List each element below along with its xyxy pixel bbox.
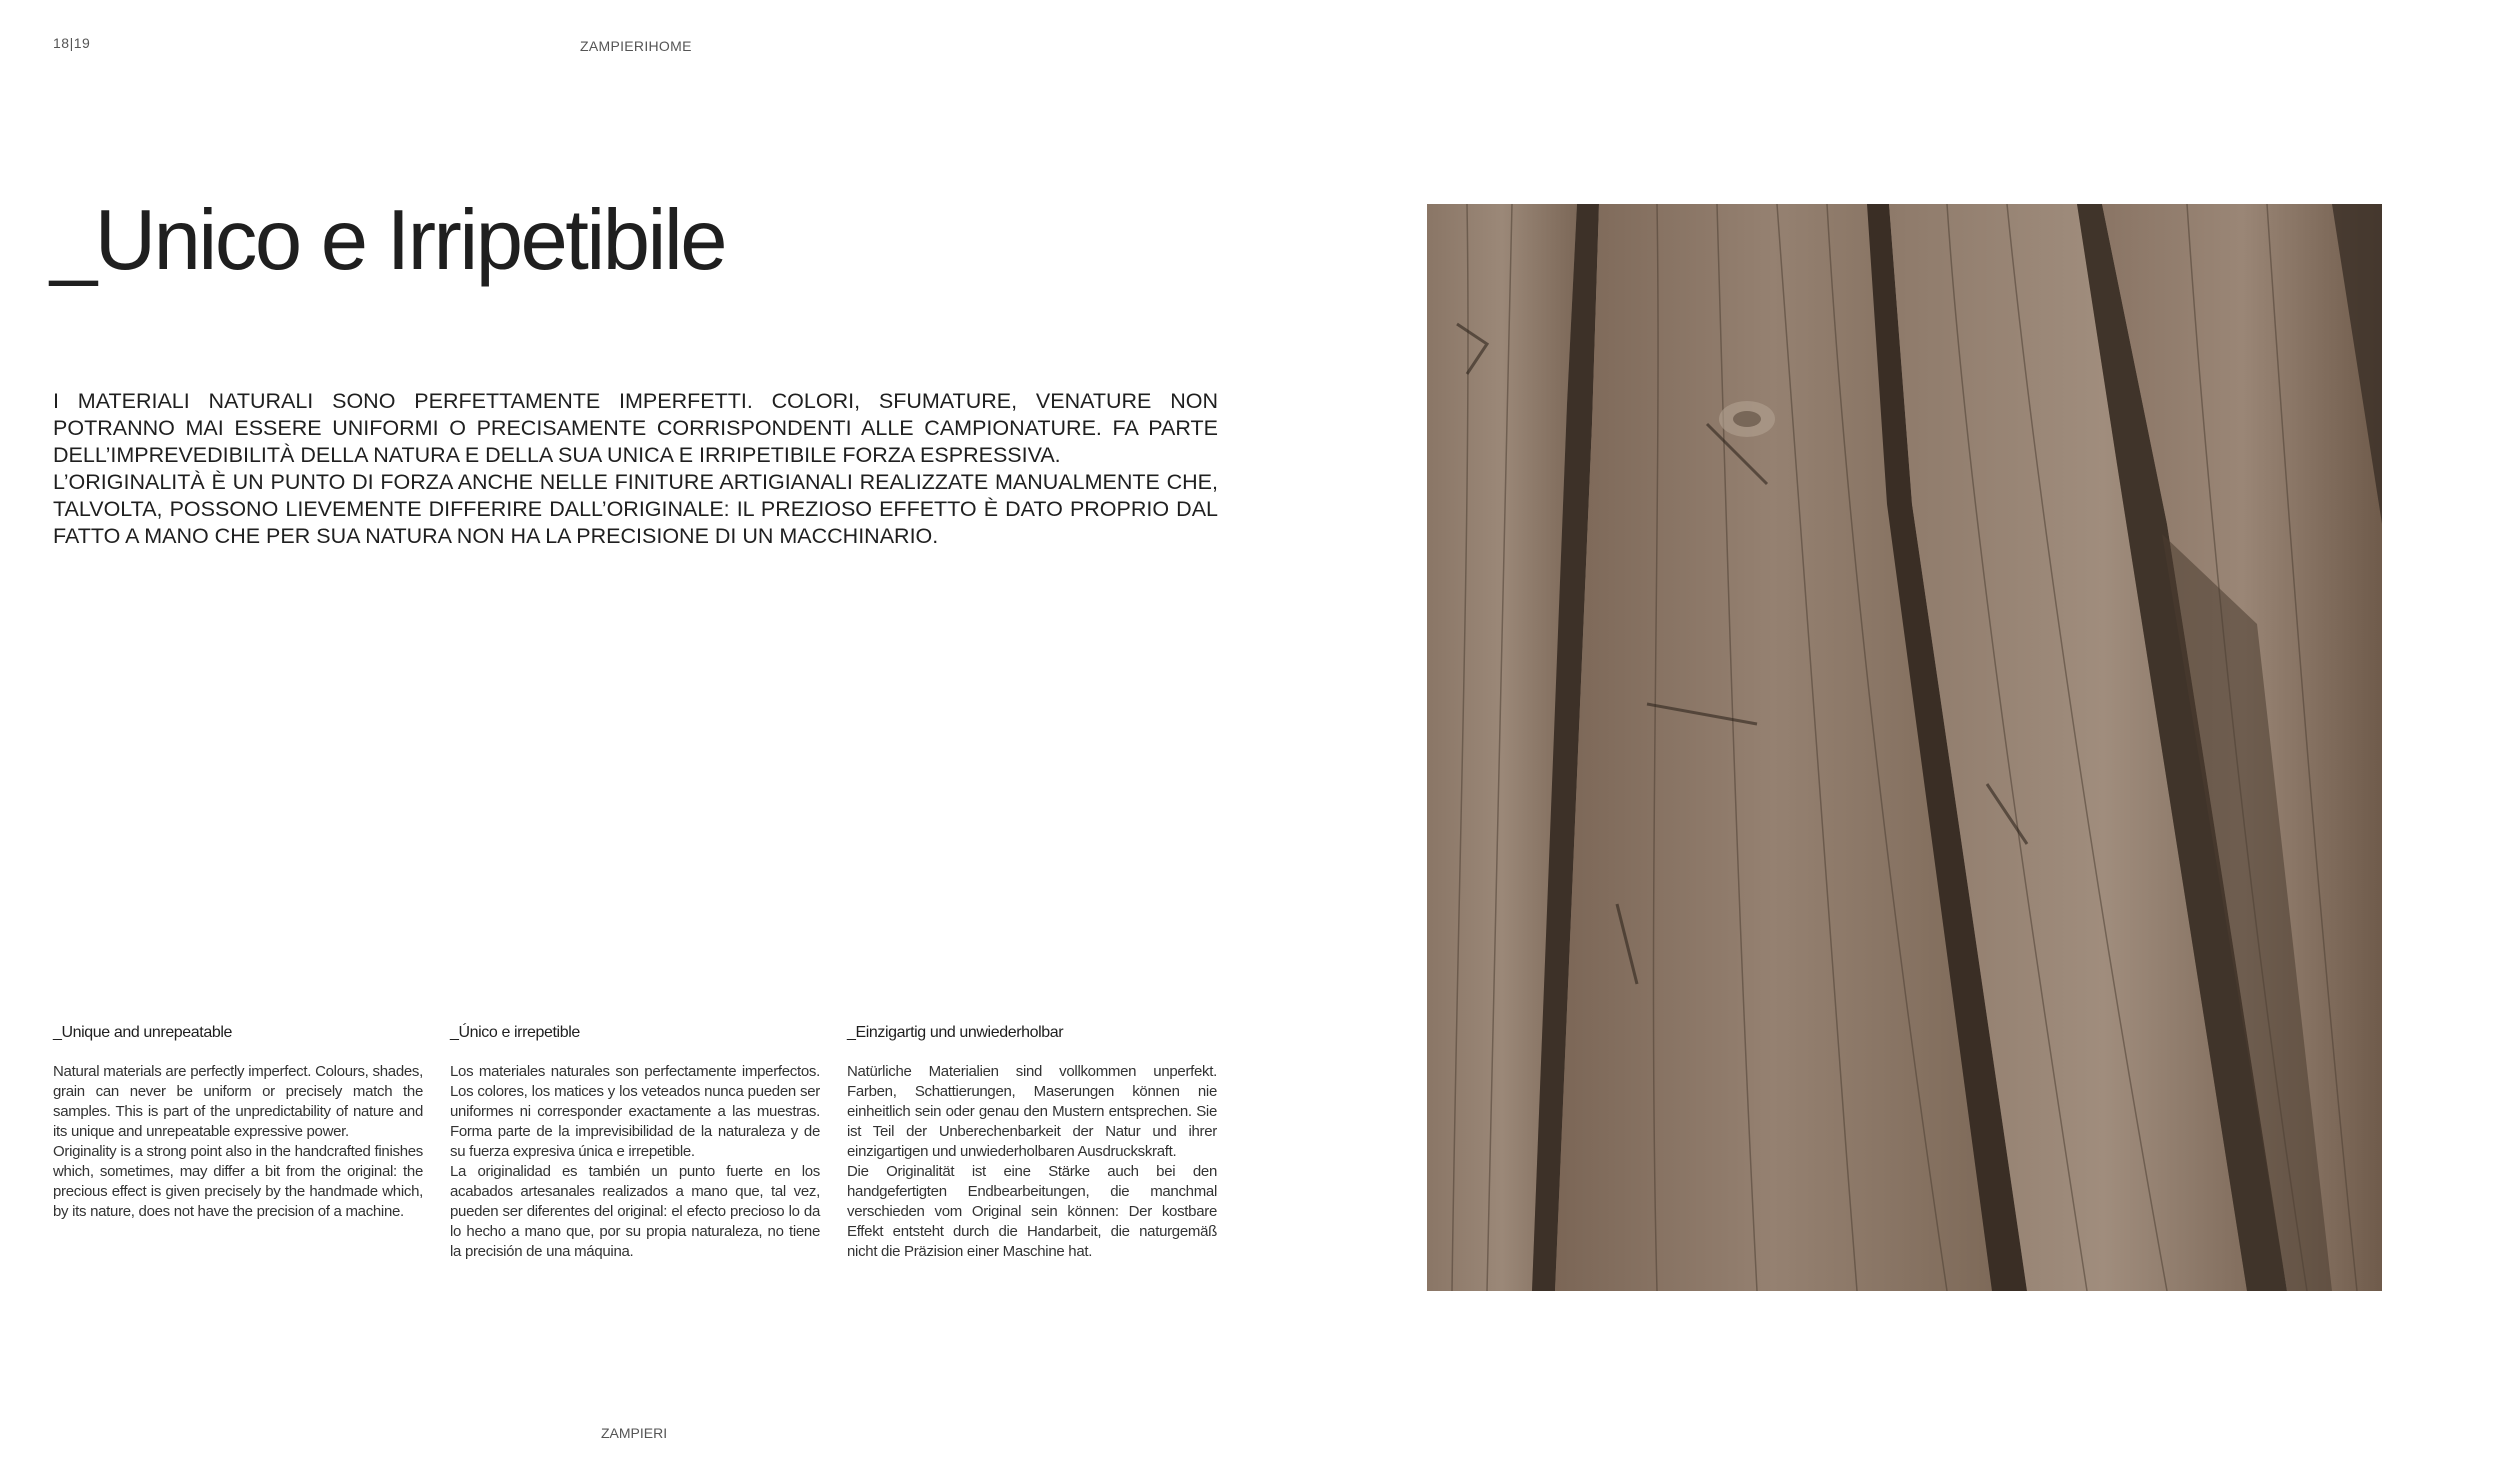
english-column	[53, 1024, 423, 1222]
english-heading: _Unique and unrepeatable	[53, 1024, 233, 1041]
spanish-paragraph-2: La originalidad es también un punto fuerte en los acabados artesanales realizados a mano que, tal vez, pueden ser diferentes del original: el efecto precioso lo da lo hecho a mano que, por su propia naturaleza, no tiene la precisión de una máquina.	[450, 1163, 820, 1260]
footer-brand: ZAMPIERI	[601, 1425, 668, 1441]
english-paragraph-1: Natural materials are perfectly imperfect. Colours, shades, grain can never be uniform or precisely match the samples. This is part of the unpredictability of nature and its unique and unrepeatable expressive power.	[53, 1063, 423, 1140]
spanish-body	[450, 1062, 820, 1262]
spanish-heading: _Único e irrepetible	[450, 1024, 580, 1041]
spanish-paragraph-1: Los materiales naturales son perfectamente imperfectos. Los colores, los matices y los veteados nunca pueden ser uniformes ni corresponder exactamente a las muestras. Forma parte de la imprevisibilidad de la naturaleza y de su fuerza expresiva única e irrepetible.	[450, 1063, 820, 1160]
wood-planks-illustration	[1427, 204, 2382, 1291]
spanish-column	[450, 1024, 820, 1262]
german-paragraph-1: Natürliche Materialien sind vollkommen unperfekt. Farben, Schattierungen, Maserungen können nie einheitlich sein oder genau den Mustern entsprechen. Sie ist Teil der Unberechenbarkeit der Natur und ihrer einzigartigen und unwiederholbaren Ausdruckskraft.	[847, 1063, 1217, 1160]
page-number: 18|19	[53, 35, 91, 51]
english-body	[53, 1062, 423, 1222]
german-body	[847, 1062, 1217, 1262]
german-column	[847, 1024, 1217, 1262]
intro-paragraph-2: L’ORIGINALITÀ È UN PUNTO DI FORZA ANCHE NELLE FINITURE ARTIGIANALI REALIZZATE MANUALMENTE CHE, TALVOLTA, POSSONO LIEVEMENTE DIFFERIRE DALL’ORIGINALE: IL PREZIOSO EFFETTO È DATO PROPRIO DAL FATTO A MANO CHE PER SUA NATURA NON HA LA PRECISIONE DI UN MACCHINARIO.	[53, 470, 1218, 548]
german-heading: _Einzigartig und unwiederholbar	[847, 1024, 1064, 1041]
intro-text	[53, 388, 1218, 550]
intro-paragraph-1: I MATERIALI NATURALI SONO PERFETTAMENTE IMPERFETTI. COLORI, SFUMATURE, VENATURE NON POTRANNO MAI ESSERE UNIFORMI O PRECISAMENTE CORRISPONDENTI ALLE CAMPIONATURE. FA PARTE DELL’IMPREVEDIBILITÀ DELLA NATURA E DELLA SUA UNICA E IRRIPETIBILE FORZA ESPRESSIVA.	[53, 389, 1218, 467]
german-paragraph-2: Die Originalität ist eine Stärke auch bei den handgefertigten Endbearbeitungen, die manchmal verschieden vom Original sein können: Der kostbare Effekt entsteht durch die Handarbeit, die naturgemäß nicht die Präzision einer Maschine hat.	[847, 1163, 1217, 1260]
header-brand: ZAMPIERIHOME	[580, 38, 692, 54]
wood-planks-photo	[1427, 204, 2382, 1291]
page-title: _Unico e Irripetibile	[50, 193, 726, 288]
english-paragraph-2: Originality is a strong point also in the handcrafted finishes which, sometimes, may differ a bit from the original: the precious effect is given precisely by the handmade which, by its nature, does not have the precision of a machine.	[53, 1143, 423, 1220]
